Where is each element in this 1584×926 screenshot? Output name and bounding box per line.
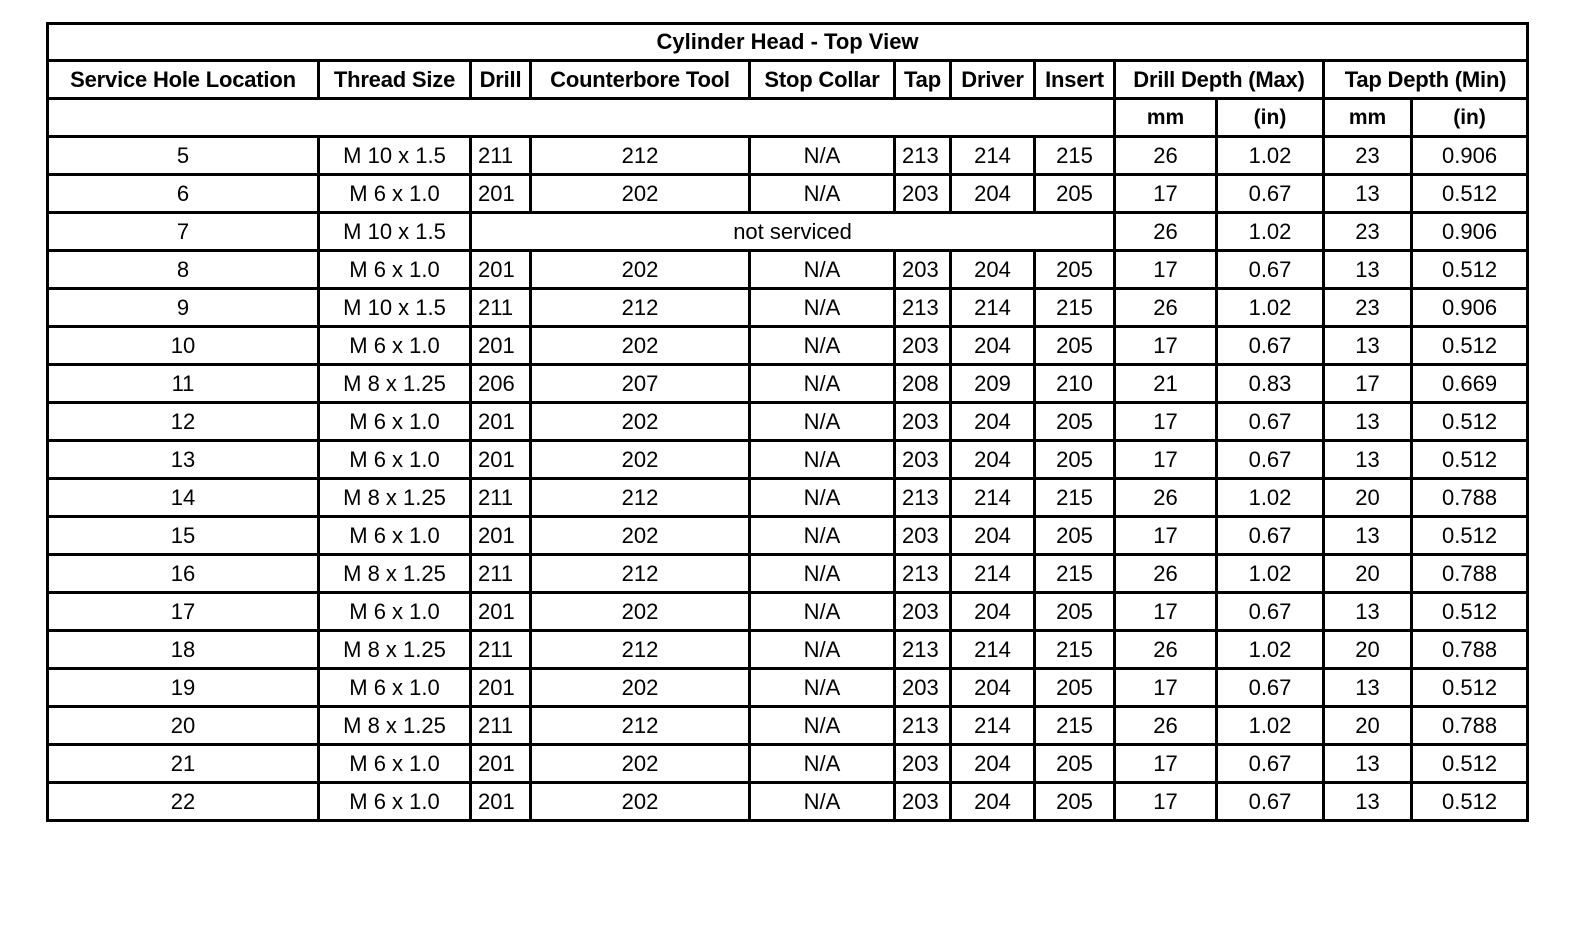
cell-thread-size: M 6 x 1.0 bbox=[319, 783, 471, 821]
cell-insert: 205 bbox=[1035, 745, 1115, 783]
cell-stop-collar: N/A bbox=[750, 403, 895, 441]
cell-location: 14 bbox=[48, 479, 319, 517]
cell-drill: 201 bbox=[471, 251, 531, 289]
cell-location: 5 bbox=[48, 137, 319, 175]
cell-drill-depth-mm: 17 bbox=[1115, 783, 1217, 821]
cell-drill-depth-mm: 26 bbox=[1115, 479, 1217, 517]
cell-insert: 210 bbox=[1035, 365, 1115, 403]
cell-thread-size: M 6 x 1.0 bbox=[319, 517, 471, 555]
cell-thread-size: M 6 x 1.0 bbox=[319, 327, 471, 365]
cell-tap: 203 bbox=[895, 175, 951, 213]
cell-insert: 205 bbox=[1035, 403, 1115, 441]
cell-driver: 214 bbox=[951, 289, 1035, 327]
cell-drill-depth-mm: 17 bbox=[1115, 745, 1217, 783]
table-row bbox=[48, 593, 1528, 631]
cell-stop-collar: N/A bbox=[750, 631, 895, 669]
cell-tap-depth-mm: 13 bbox=[1324, 327, 1412, 365]
cell-drill-depth-mm: 17 bbox=[1115, 175, 1217, 213]
header-thread-size: Thread Size bbox=[319, 61, 471, 99]
cell-tap-depth-in: 0.512 bbox=[1412, 745, 1528, 783]
cell-drill-depth-in: 1.02 bbox=[1217, 137, 1324, 175]
cell-stop-collar: N/A bbox=[750, 745, 895, 783]
cell-tap-depth-in: 0.669 bbox=[1412, 365, 1528, 403]
cell-driver: 204 bbox=[951, 669, 1035, 707]
cell-driver: 204 bbox=[951, 517, 1035, 555]
cell-drill-depth-in: 1.02 bbox=[1217, 707, 1324, 745]
cell-tap: 213 bbox=[895, 707, 951, 745]
cell-drill: 201 bbox=[471, 175, 531, 213]
cell-stop-collar: N/A bbox=[750, 479, 895, 517]
cell-stop-collar: N/A bbox=[750, 175, 895, 213]
cell-location: 12 bbox=[48, 403, 319, 441]
cell-tap-depth-in: 0.788 bbox=[1412, 631, 1528, 669]
cell-location: 17 bbox=[48, 593, 319, 631]
cell-drill-depth-mm: 17 bbox=[1115, 441, 1217, 479]
cell-insert: 205 bbox=[1035, 783, 1115, 821]
cell-drill-depth-in: 0.83 bbox=[1217, 365, 1324, 403]
cell-tap-depth-in: 0.512 bbox=[1412, 441, 1528, 479]
cell-tap: 203 bbox=[895, 669, 951, 707]
cell-tap-depth-mm: 13 bbox=[1324, 593, 1412, 631]
cell-counterbore-tool: 212 bbox=[531, 707, 750, 745]
cell-location: 6 bbox=[48, 175, 319, 213]
cell-location: 11 bbox=[48, 365, 319, 403]
cell-drill: 201 bbox=[471, 327, 531, 365]
cell-counterbore-tool: 202 bbox=[531, 251, 750, 289]
table-row bbox=[48, 479, 1528, 517]
cell-tap-depth-in: 0.512 bbox=[1412, 669, 1528, 707]
cell-thread-size: M 8 x 1.25 bbox=[319, 631, 471, 669]
cell-tap-depth-in: 0.512 bbox=[1412, 251, 1528, 289]
cell-stop-collar: N/A bbox=[750, 707, 895, 745]
cell-stop-collar: N/A bbox=[750, 669, 895, 707]
cell-tap-depth-mm: 20 bbox=[1324, 631, 1412, 669]
cell-drill-depth-in: 0.67 bbox=[1217, 441, 1324, 479]
cell-thread-size: M 10 x 1.5 bbox=[319, 213, 471, 251]
cell-tap-depth-mm: 13 bbox=[1324, 175, 1412, 213]
cell-tap-depth-mm: 13 bbox=[1324, 517, 1412, 555]
cell-tap-depth-mm: 17 bbox=[1324, 365, 1412, 403]
title-row bbox=[48, 24, 1528, 61]
cell-drill-depth-mm: 26 bbox=[1115, 213, 1217, 251]
cell-counterbore-tool: 202 bbox=[531, 403, 750, 441]
cell-driver: 204 bbox=[951, 783, 1035, 821]
cell-location: 7 bbox=[48, 213, 319, 251]
cell-counterbore-tool: 212 bbox=[531, 479, 750, 517]
cell-drill-depth-mm: 26 bbox=[1115, 137, 1217, 175]
cell-driver: 214 bbox=[951, 707, 1035, 745]
cell-drill-depth-mm: 17 bbox=[1115, 403, 1217, 441]
table-row bbox=[48, 403, 1528, 441]
cell-drill-depth-mm: 26 bbox=[1115, 631, 1217, 669]
cell-drill: 201 bbox=[471, 517, 531, 555]
cell-drill-depth-in: 0.67 bbox=[1217, 669, 1324, 707]
cell-drill: 201 bbox=[471, 403, 531, 441]
cell-driver: 214 bbox=[951, 137, 1035, 175]
header-location: Service Hole Location bbox=[48, 61, 319, 99]
cell-tap-depth-mm: 23 bbox=[1324, 289, 1412, 327]
service-hole-table bbox=[46, 22, 1529, 822]
header-driver: Driver bbox=[951, 61, 1035, 99]
header-stop-collar: Stop Collar bbox=[750, 61, 895, 99]
cell-drill: 201 bbox=[471, 669, 531, 707]
cell-drill-depth-in: 0.67 bbox=[1217, 251, 1324, 289]
cell-tap-depth-mm: 23 bbox=[1324, 213, 1412, 251]
cell-tap-depth-mm: 20 bbox=[1324, 555, 1412, 593]
cell-driver: 204 bbox=[951, 251, 1035, 289]
table-row bbox=[48, 783, 1528, 821]
cell-tap: 213 bbox=[895, 137, 951, 175]
cell-stop-collar: N/A bbox=[750, 289, 895, 327]
cell-drill: 201 bbox=[471, 745, 531, 783]
cell-stop-collar: N/A bbox=[750, 783, 895, 821]
cell-tap-depth-mm: 23 bbox=[1324, 137, 1412, 175]
cell-tap-depth-mm: 20 bbox=[1324, 479, 1412, 517]
header-tap-depth: Tap Depth (Min) bbox=[1324, 61, 1528, 99]
cell-stop-collar: N/A bbox=[750, 517, 895, 555]
cell-drill-depth-in: 0.67 bbox=[1217, 593, 1324, 631]
cell-location: 16 bbox=[48, 555, 319, 593]
cell-tap: 203 bbox=[895, 251, 951, 289]
cell-not-serviced: not serviced bbox=[471, 213, 1115, 251]
cell-insert: 215 bbox=[1035, 479, 1115, 517]
cell-tap: 213 bbox=[895, 479, 951, 517]
cell-stop-collar: N/A bbox=[750, 593, 895, 631]
cell-stop-collar: N/A bbox=[750, 251, 895, 289]
cell-driver: 204 bbox=[951, 593, 1035, 631]
cell-tap-depth-mm: 20 bbox=[1324, 707, 1412, 745]
cell-counterbore-tool: 212 bbox=[531, 555, 750, 593]
cell-counterbore-tool: 202 bbox=[531, 441, 750, 479]
cell-counterbore-tool: 212 bbox=[531, 289, 750, 327]
cell-tap: 203 bbox=[895, 593, 951, 631]
cell-location: 15 bbox=[48, 517, 319, 555]
cell-drill-depth-mm: 26 bbox=[1115, 555, 1217, 593]
cell-counterbore-tool: 202 bbox=[531, 669, 750, 707]
cell-drill-depth-in: 1.02 bbox=[1217, 289, 1324, 327]
cell-tap: 203 bbox=[895, 517, 951, 555]
cell-drill: 211 bbox=[471, 631, 531, 669]
cell-location: 9 bbox=[48, 289, 319, 327]
unit-drill-in: (in) bbox=[1217, 99, 1324, 137]
cell-thread-size: M 6 x 1.0 bbox=[319, 403, 471, 441]
table-row bbox=[48, 213, 1528, 251]
cell-driver: 214 bbox=[951, 555, 1035, 593]
cell-drill-depth-mm: 21 bbox=[1115, 365, 1217, 403]
cell-tap: 213 bbox=[895, 555, 951, 593]
cell-tap: 203 bbox=[895, 745, 951, 783]
cell-insert: 215 bbox=[1035, 137, 1115, 175]
cell-driver: 204 bbox=[951, 403, 1035, 441]
table-row bbox=[48, 669, 1528, 707]
cell-insert: 205 bbox=[1035, 251, 1115, 289]
cell-drill-depth-in: 1.02 bbox=[1217, 555, 1324, 593]
cell-drill: 201 bbox=[471, 441, 531, 479]
header-counterbore-tool: Counterbore Tool bbox=[531, 61, 750, 99]
cell-counterbore-tool: 212 bbox=[531, 137, 750, 175]
cell-stop-collar: N/A bbox=[750, 327, 895, 365]
cell-tap: 213 bbox=[895, 631, 951, 669]
cell-driver: 204 bbox=[951, 175, 1035, 213]
cell-drill-depth-in: 0.67 bbox=[1217, 327, 1324, 365]
cell-driver: 204 bbox=[951, 745, 1035, 783]
cell-drill-depth-mm: 17 bbox=[1115, 593, 1217, 631]
cell-insert: 215 bbox=[1035, 631, 1115, 669]
table-row bbox=[48, 517, 1528, 555]
cell-insert: 205 bbox=[1035, 669, 1115, 707]
header-drill: Drill bbox=[471, 61, 531, 99]
cell-thread-size: M 6 x 1.0 bbox=[319, 593, 471, 631]
cell-counterbore-tool: 202 bbox=[531, 517, 750, 555]
cell-tap-depth-in: 0.788 bbox=[1412, 555, 1528, 593]
cell-insert: 215 bbox=[1035, 707, 1115, 745]
cell-counterbore-tool: 212 bbox=[531, 631, 750, 669]
cell-drill-depth-in: 0.67 bbox=[1217, 517, 1324, 555]
cell-tap-depth-mm: 13 bbox=[1324, 783, 1412, 821]
table-row bbox=[48, 175, 1528, 213]
table-row bbox=[48, 137, 1528, 175]
cell-drill: 211 bbox=[471, 707, 531, 745]
cell-drill-depth-in: 0.67 bbox=[1217, 403, 1324, 441]
cell-tap-depth-mm: 13 bbox=[1324, 745, 1412, 783]
cell-insert: 215 bbox=[1035, 555, 1115, 593]
cell-driver: 214 bbox=[951, 479, 1035, 517]
cell-drill: 211 bbox=[471, 289, 531, 327]
cell-driver: 204 bbox=[951, 327, 1035, 365]
cell-tap-depth-mm: 13 bbox=[1324, 669, 1412, 707]
table-title: Cylinder Head - Top View bbox=[48, 24, 1528, 61]
cell-drill-depth-in: 1.02 bbox=[1217, 213, 1324, 251]
units-spacer bbox=[48, 99, 1115, 137]
header-tap: Tap bbox=[895, 61, 951, 99]
cell-location: 21 bbox=[48, 745, 319, 783]
cell-stop-collar: N/A bbox=[750, 441, 895, 479]
table-row bbox=[48, 745, 1528, 783]
cell-drill-depth-in: 0.67 bbox=[1217, 175, 1324, 213]
cell-tap-depth-in: 0.906 bbox=[1412, 137, 1528, 175]
cell-stop-collar: N/A bbox=[750, 365, 895, 403]
cell-tap-depth-in: 0.906 bbox=[1412, 289, 1528, 327]
cell-drill: 201 bbox=[471, 593, 531, 631]
cell-thread-size: M 6 x 1.0 bbox=[319, 441, 471, 479]
cell-tap: 208 bbox=[895, 365, 951, 403]
cell-tap-depth-in: 0.512 bbox=[1412, 783, 1528, 821]
unit-drill-mm: mm bbox=[1115, 99, 1217, 137]
cell-insert: 205 bbox=[1035, 441, 1115, 479]
cell-insert: 205 bbox=[1035, 327, 1115, 365]
cell-thread-size: M 8 x 1.25 bbox=[319, 555, 471, 593]
cell-tap-depth-in: 0.512 bbox=[1412, 517, 1528, 555]
cell-thread-size: M 6 x 1.0 bbox=[319, 175, 471, 213]
cell-drill-depth-in: 0.67 bbox=[1217, 783, 1324, 821]
table-body bbox=[48, 137, 1528, 821]
cell-drill-depth-mm: 26 bbox=[1115, 289, 1217, 327]
cell-location: 10 bbox=[48, 327, 319, 365]
cell-thread-size: M 6 x 1.0 bbox=[319, 669, 471, 707]
table-row bbox=[48, 441, 1528, 479]
cell-tap-depth-mm: 13 bbox=[1324, 441, 1412, 479]
cell-stop-collar: N/A bbox=[750, 137, 895, 175]
cell-drill-depth-mm: 17 bbox=[1115, 517, 1217, 555]
header-drill-depth: Drill Depth (Max) bbox=[1115, 61, 1324, 99]
cell-drill-depth-in: 1.02 bbox=[1217, 479, 1324, 517]
header-row bbox=[48, 61, 1528, 99]
cell-drill: 211 bbox=[471, 479, 531, 517]
cell-location: 19 bbox=[48, 669, 319, 707]
cell-drill-depth-mm: 17 bbox=[1115, 251, 1217, 289]
cell-tap: 203 bbox=[895, 327, 951, 365]
cell-driver: 204 bbox=[951, 441, 1035, 479]
cell-thread-size: M 8 x 1.25 bbox=[319, 365, 471, 403]
cell-tap-depth-mm: 13 bbox=[1324, 251, 1412, 289]
cell-thread-size: M 6 x 1.0 bbox=[319, 251, 471, 289]
cell-counterbore-tool: 202 bbox=[531, 745, 750, 783]
cell-drill-depth-mm: 26 bbox=[1115, 707, 1217, 745]
cell-location: 13 bbox=[48, 441, 319, 479]
cell-insert: 215 bbox=[1035, 289, 1115, 327]
cell-tap-depth-in: 0.788 bbox=[1412, 707, 1528, 745]
cell-tap-depth-in: 0.512 bbox=[1412, 593, 1528, 631]
cell-insert: 205 bbox=[1035, 593, 1115, 631]
cell-tap-depth-in: 0.512 bbox=[1412, 327, 1528, 365]
cell-counterbore-tool: 202 bbox=[531, 593, 750, 631]
table-row bbox=[48, 555, 1528, 593]
cell-drill: 211 bbox=[471, 137, 531, 175]
unit-tap-mm: mm bbox=[1324, 99, 1412, 137]
cell-tap-depth-in: 0.788 bbox=[1412, 479, 1528, 517]
table-row bbox=[48, 327, 1528, 365]
table-row bbox=[48, 251, 1528, 289]
cell-tap-depth-in: 0.512 bbox=[1412, 403, 1528, 441]
cell-drill: 206 bbox=[471, 365, 531, 403]
cell-insert: 205 bbox=[1035, 175, 1115, 213]
table-row bbox=[48, 289, 1528, 327]
cell-tap: 203 bbox=[895, 783, 951, 821]
table-row bbox=[48, 631, 1528, 669]
cell-thread-size: M 8 x 1.25 bbox=[319, 479, 471, 517]
table-row bbox=[48, 707, 1528, 745]
cell-drill-depth-mm: 17 bbox=[1115, 327, 1217, 365]
cell-location: 18 bbox=[48, 631, 319, 669]
cell-thread-size: M 10 x 1.5 bbox=[319, 289, 471, 327]
cell-drill: 211 bbox=[471, 555, 531, 593]
cell-tap: 203 bbox=[895, 441, 951, 479]
cell-thread-size: M 6 x 1.0 bbox=[319, 745, 471, 783]
cell-location: 20 bbox=[48, 707, 319, 745]
cell-driver: 209 bbox=[951, 365, 1035, 403]
cell-counterbore-tool: 202 bbox=[531, 175, 750, 213]
cell-tap-depth-mm: 13 bbox=[1324, 403, 1412, 441]
cell-tap: 203 bbox=[895, 403, 951, 441]
table-row bbox=[48, 365, 1528, 403]
header-insert: Insert bbox=[1035, 61, 1115, 99]
cell-thread-size: M 8 x 1.25 bbox=[319, 707, 471, 745]
cell-location: 22 bbox=[48, 783, 319, 821]
cell-tap: 213 bbox=[895, 289, 951, 327]
cell-drill-depth-in: 1.02 bbox=[1217, 631, 1324, 669]
cell-counterbore-tool: 202 bbox=[531, 783, 750, 821]
cell-insert: 205 bbox=[1035, 517, 1115, 555]
cell-tap-depth-in: 0.906 bbox=[1412, 213, 1528, 251]
cell-counterbore-tool: 207 bbox=[531, 365, 750, 403]
cell-thread-size: M 10 x 1.5 bbox=[319, 137, 471, 175]
units-row bbox=[48, 99, 1528, 137]
cell-drill-depth-in: 0.67 bbox=[1217, 745, 1324, 783]
cell-drill-depth-mm: 17 bbox=[1115, 669, 1217, 707]
cell-counterbore-tool: 202 bbox=[531, 327, 750, 365]
cell-drill: 201 bbox=[471, 783, 531, 821]
cell-stop-collar: N/A bbox=[750, 555, 895, 593]
unit-tap-in: (in) bbox=[1412, 99, 1528, 137]
cell-driver: 214 bbox=[951, 631, 1035, 669]
cell-tap-depth-in: 0.512 bbox=[1412, 175, 1528, 213]
cell-location: 8 bbox=[48, 251, 319, 289]
